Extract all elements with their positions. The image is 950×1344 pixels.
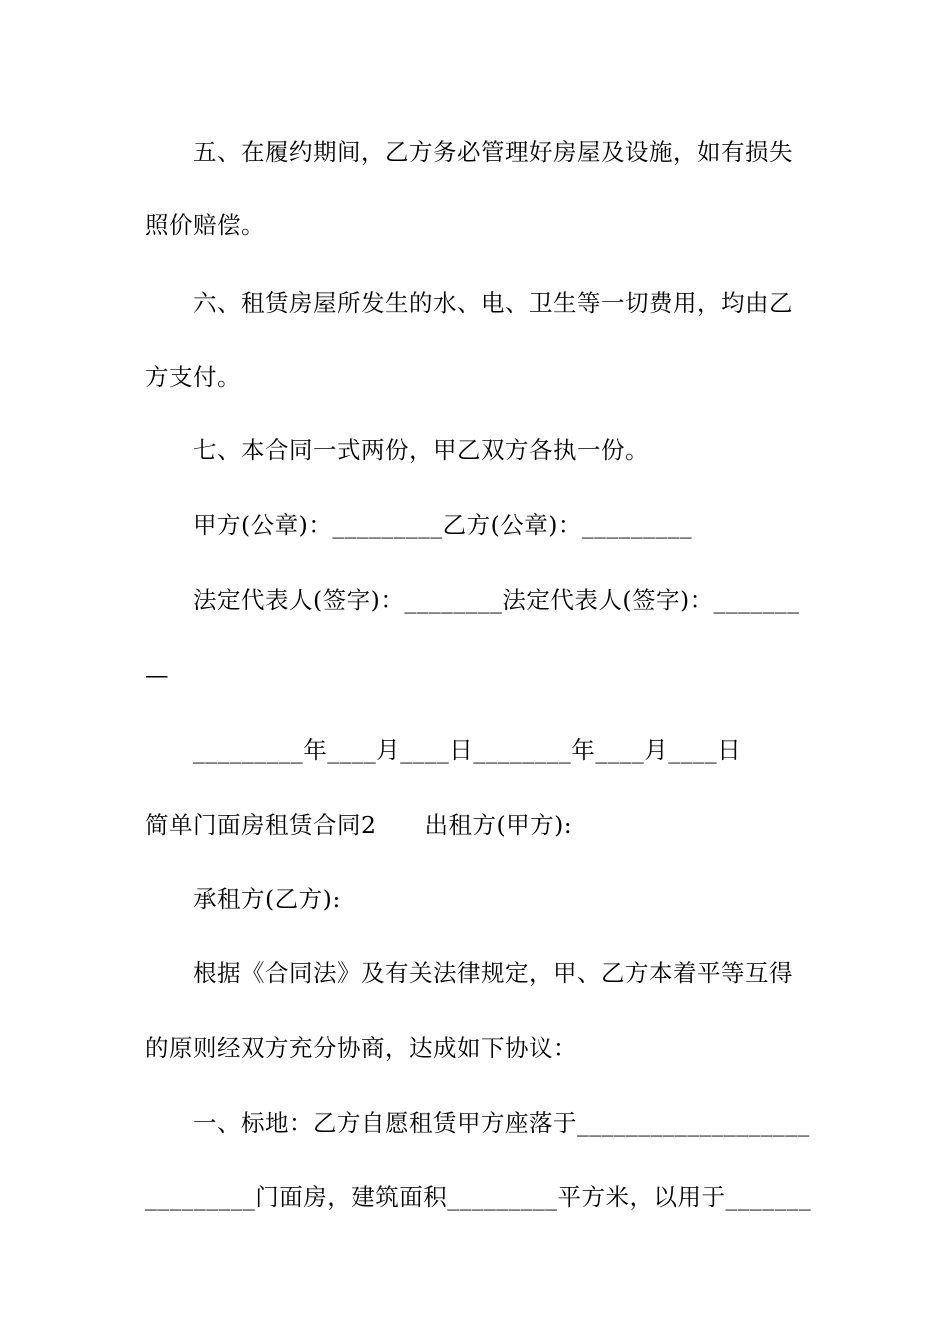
clause-6-line-2: 方支付。 xyxy=(145,363,241,391)
date-line: _________年____月____日________年____月____日 xyxy=(193,736,742,764)
clause-6-line-1: 六、租赁房屋所发生的水、电、卫生等一切费用，均由乙 xyxy=(193,289,793,317)
clause-7: 七、本合同一式两份，甲乙双方各执一份。 xyxy=(193,436,649,464)
clause-1-line-2: _________门面房，建筑面积_________平方米，以用于_______ xyxy=(145,1183,812,1211)
party-seal-line: 甲方(公章)：_________乙方(公章)：_________ xyxy=(193,511,693,539)
preamble-line-1: 根据《合同法》及有关法律规定，甲、乙方本着平等互得 xyxy=(193,959,793,987)
clause-1-line-1: 一、标地：乙方自愿租赁甲方座落于___________________ xyxy=(193,1109,810,1137)
clause-5-line-2: 照价赔偿。 xyxy=(145,211,265,239)
contract-2-title-lessor: 简单门面房租赁合同2 出租方(甲方): xyxy=(145,811,573,839)
representative-signature-line: 法定代表人(签字)：________法定代表人(签字)：_______ xyxy=(193,586,800,614)
clause-5-line-1: 五、在履约期间，乙方务必管理好房屋及设施，如有损失 xyxy=(193,138,793,166)
preamble-line-2: 的原则经双方充分协商，达成如下协议： xyxy=(145,1034,577,1062)
lessee-line: 承租方(乙方): xyxy=(193,885,341,913)
signature-line-continuation: — xyxy=(145,661,169,689)
